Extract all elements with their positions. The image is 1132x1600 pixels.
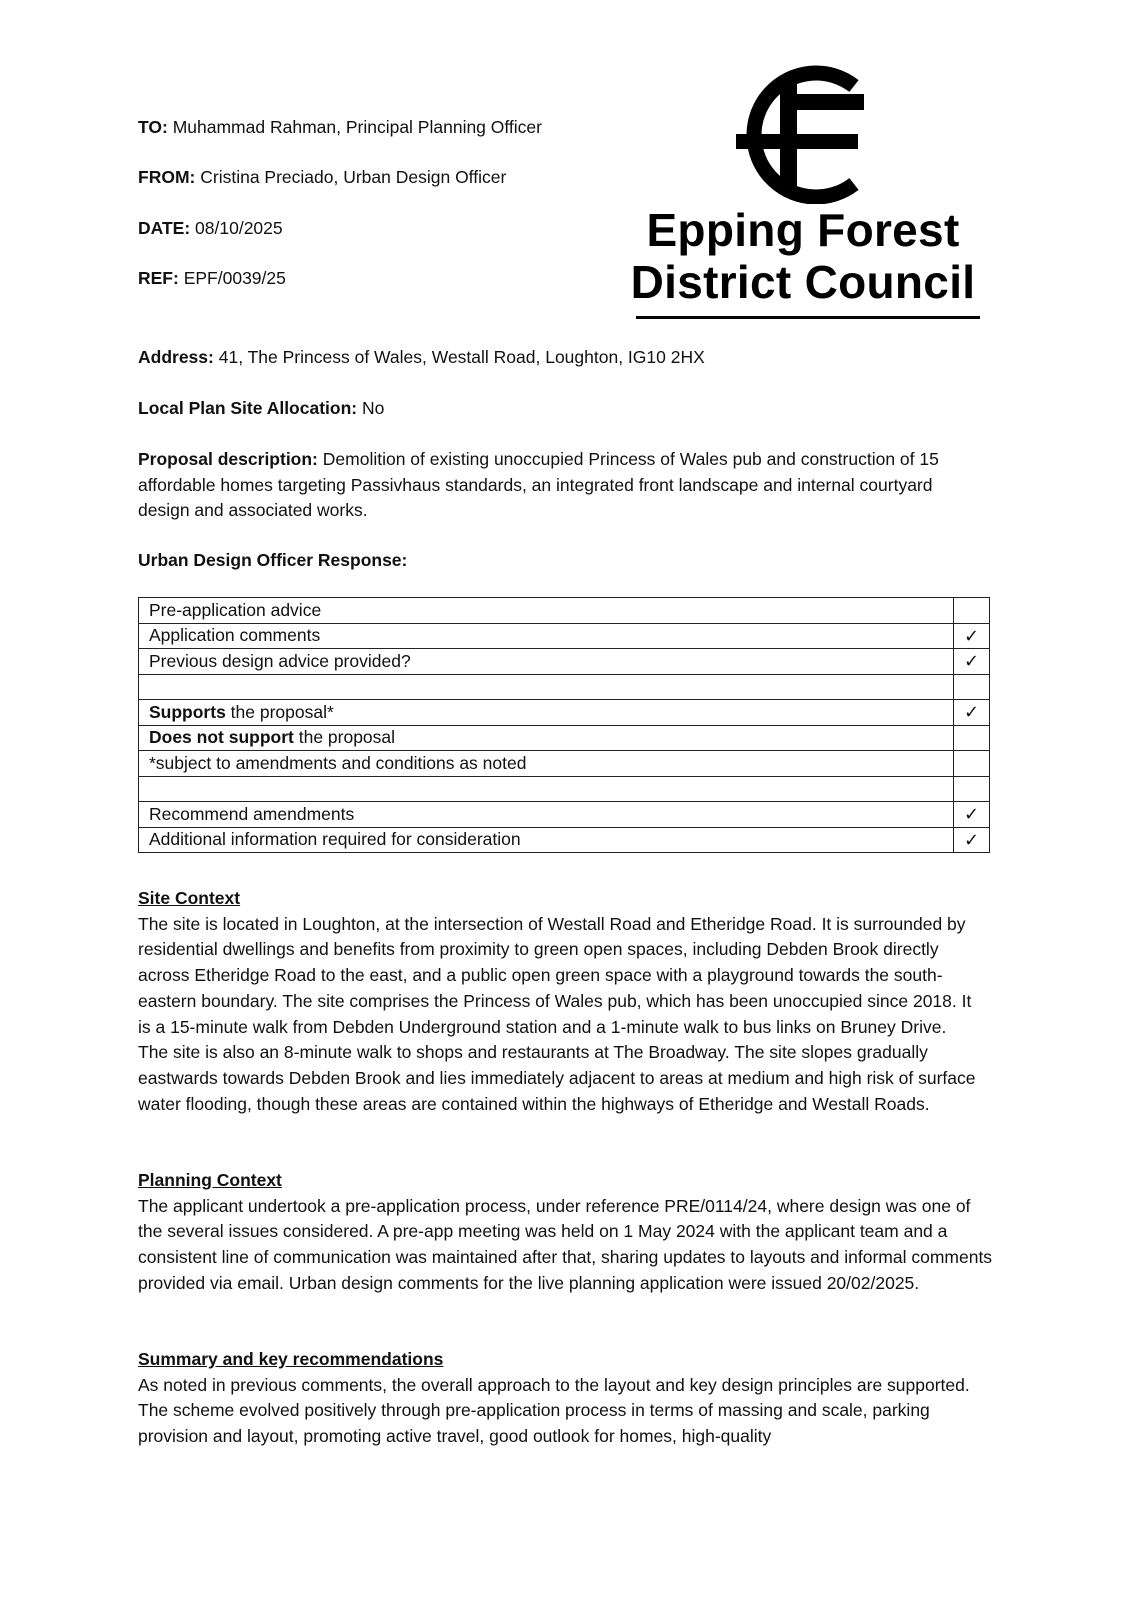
checkmark-icon: ✓ (954, 827, 990, 853)
response-row-text: *subject to amendments and conditions as noted (149, 752, 527, 773)
site-allocation-label: Local Plan Site Allocation: (138, 398, 358, 418)
response-row-text: Previous design advice provided? (149, 650, 411, 671)
planning-context-section (138, 1168, 993, 1297)
site-allocation-value: No (361, 398, 385, 418)
date-value: 08/10/2025 (195, 218, 283, 238)
response-row-label (139, 598, 954, 624)
from-line (138, 166, 506, 188)
response-row (139, 623, 990, 649)
response-row-text: Additional information required for consideration (149, 829, 521, 850)
response-row-text: the proposal* (225, 701, 334, 722)
response-row-bold: Supports (149, 701, 226, 722)
council-logo (628, 64, 978, 324)
checkmark-icon: ✓ (954, 802, 990, 828)
site-context-section (138, 886, 978, 1117)
to-label: TO: (138, 117, 168, 137)
empty-check-cell (954, 776, 990, 802)
response-row-label (139, 649, 954, 675)
ref-line (138, 267, 286, 289)
logo-line-2: District Council (630, 256, 976, 308)
to-line (138, 116, 542, 138)
response-row-label (139, 674, 954, 700)
date-label: DATE: (138, 218, 191, 238)
planning-context-body: The applicant undertook a pre-application process, under reference PRE/0114/24, where design was one of the several issues considered. A pre-app meeting was held on 1 May 2024 with the applicant team and a consistent line of communication was maintained after that, sharing updates to layouts and informal comments provided via email. Urban design comments for the live planning application were issued 20/02/2025. (138, 1195, 993, 1293)
response-heading: Urban Design Officer Response: (138, 550, 408, 570)
logo-line-1: Epping Forest (646, 204, 960, 256)
site-context-body: The site is located in Loughton, at the intersection of Westall Road and Etheridge Road. It is surrounded by residential dwellings and benefits from proximity to green open spaces, including Debden Brook directly across Etheridge Road to the east, and a public open green space with a playground towards the south-eastern boundary. The site comprises the Princess of Wales pub, which has been unoccupied since 2018. It is a 15-minute walk from Debden Underground station and a 1-minute walk to bus links on Bruney Drive. The site is also an 8-minute walk to shops and restaurants at The Broadway. The site slopes gradually eastwards towards Debden Brook and lies immediately adjacent to areas at medium and high risk of surface water flooding, though these areas are contained within the highways of Etheridge and Westall Roads. (138, 913, 976, 1114)
address-value: 41, The Princess of Wales, Westall Road, Loughton, IG10 2HX (218, 347, 705, 367)
date-line (138, 217, 283, 239)
ref-label: REF: (138, 268, 179, 288)
empty-check-cell (954, 725, 990, 751)
response-row-text: Application comments (149, 625, 321, 646)
response-row-label (139, 725, 954, 751)
response-row (139, 598, 990, 624)
ref-value: EPF/0039/25 (183, 268, 286, 288)
response-row-text: Pre-application advice (149, 599, 322, 620)
response-row (139, 674, 990, 700)
response-table (138, 597, 990, 853)
summary-body: As noted in previous comments, the overall approach to the layout and key design principles are supported. The scheme evolved positively through pre-application process in terms of massing and scale, parking provision and layout, promoting active travel, good outlook for homes, high-quality (138, 1374, 970, 1447)
from-label: FROM: (138, 167, 196, 187)
logo-underline (636, 316, 980, 319)
address-line (138, 345, 1008, 371)
checkmark-icon: ✓ (954, 649, 990, 675)
empty-check-cell (954, 751, 990, 777)
response-row-text: the proposal (293, 727, 396, 748)
planning-context-heading: Planning Context (138, 1170, 282, 1190)
summary-heading: Summary and key recommendations (138, 1349, 444, 1369)
response-row (139, 827, 990, 853)
site-context-heading: Site Context (138, 888, 241, 908)
response-row-label (139, 802, 954, 828)
response-row (139, 751, 990, 777)
site-allocation-line (138, 396, 1008, 422)
checkmark-icon: ✓ (954, 700, 990, 726)
proposal-label: Proposal description: (138, 449, 318, 469)
proposal-value: Demolition of existing unoccupied Princess of Wales pub and construction of 15 affordable homes targeting Passivhaus standards, an integrated front landscape and internal courtyard design and associated works. (138, 449, 939, 520)
response-row (139, 700, 990, 726)
from-value: Cristina Preciado, Urban Design Officer (200, 167, 507, 187)
summary-section (138, 1347, 988, 1450)
empty-check-cell (954, 674, 990, 700)
address-label: Address: (138, 347, 214, 367)
response-row-bold: Does not support (149, 727, 294, 748)
response-row-label (139, 700, 954, 726)
response-row-label (139, 776, 954, 802)
response-row (139, 725, 990, 751)
response-row-label (139, 751, 954, 777)
proposal-description (138, 447, 988, 524)
response-row-text: Recommend amendments (149, 803, 355, 824)
response-row-label (139, 827, 954, 853)
ef-monogram-icon (736, 64, 870, 204)
response-row (139, 802, 990, 828)
response-row-label (139, 623, 954, 649)
to-value: Muhammad Rahman, Principal Planning Officer (172, 117, 542, 137)
response-row (139, 776, 990, 802)
empty-check-cell (954, 598, 990, 624)
response-row (139, 649, 990, 675)
checkmark-icon: ✓ (954, 623, 990, 649)
